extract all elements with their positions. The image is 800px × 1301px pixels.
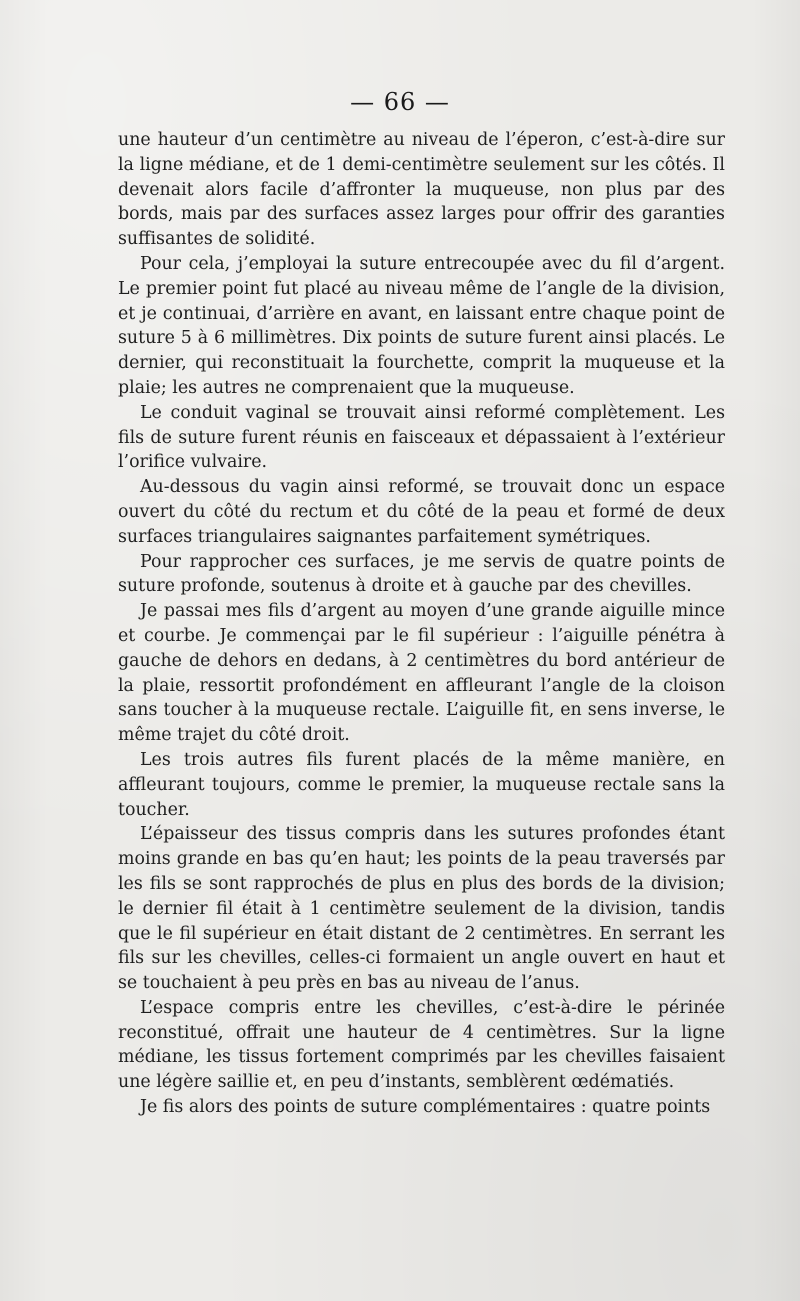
paragraph: Pour cela, j’employai la suture entrecoupée avec du fil d’argent. Le premier point fut placé au niveau même de l’angle de la division, et je continuai, d’arrière en avant, en laissant entre chaque point de suture 5 à 6 millimètres. Dix points de suture furent ainsi placés. Le dernier, qui reconstituait la fourchette, comprit la muqueuse et la plaie; les autres ne comprenaient que la muqueuse.: [118, 253, 725, 398]
body-text: [118, 128, 725, 1120]
paragraph: L’épaisseur des tissus compris dans les sutures profondes étant moins grande en bas qu’en haut; les points de la peau traversés par les fils se sont rapprochés de plus en plus des bords de la division; le dernier fil était à 1 centimètre seulement de la division, tandis que le fil supérieur en était distant de 2 centimètres. En serrant les fils sur les chevilles, celles-ci formaient un angle ouvert en haut et se touchaient à peu près en bas au niveau de l’anus.: [118, 824, 725, 994]
paragraph: Pour rapprocher ces surfaces, je me servis de quatre points de suture profonde, soutenus à droite et à gauche par des chevilles.: [118, 551, 725, 597]
page-number: — 66 —: [350, 88, 450, 116]
paragraph: Le conduit vaginal se trouvait ainsi reformé complètement. Les fils de suture furent réunis en faisceaux et dépassaient à l’extérieur l’orifice vulvaire.: [118, 402, 725, 473]
paragraph: une hauteur d’un centimètre au niveau de l’éperon, c’est-à-dire sur la ligne médiane, et de 1 demi-centimètre seulement sur les côtés. Il devenait alors facile d’affronter la muqueuse, non plus par des bords, mais par des surfaces assez larges pour offrir des garanties suffisantes de solidité.: [118, 130, 725, 250]
paragraph: Je passai mes fils d’argent au moyen d’une grande aiguille mince et courbe. Je commençai par le fil supérieur : l’aiguille pénétra à gauche de dehors en dedans, à 2 centimètres du bord antérieur de la plaie, ressortit profondément en affleurant l’angle de la cloison sans toucher à la muqueuse rectale. L’aiguille fit, en sens inverse, le même trajet du côté droit.: [118, 601, 725, 746]
paragraph: Les trois autres fils furent placés de la même manière, en affleurant toujours, comme le premier, la muqueuse rectale sans la toucher.: [118, 749, 725, 820]
paragraph: Je fis alors des points de suture complémentaires : quatre points: [140, 1097, 711, 1118]
paragraph: L’espace compris entre les chevilles, c’est-à-dire le périnée reconstitué, offrait une hauteur de 4 centimètres. Sur la ligne médiane, les tissus fortement comprimés par les chevilles faisaient une légère saillie et, en peu d’instants, semblèrent œdématiés.: [118, 997, 725, 1093]
paragraph: Au-dessous du vagin ainsi reformé, se trouvait donc un espace ouvert du côté du rectum et du côté de la peau et formé de deux surfaces triangulaires saignantes parfaitement symétriques.: [118, 477, 725, 547]
